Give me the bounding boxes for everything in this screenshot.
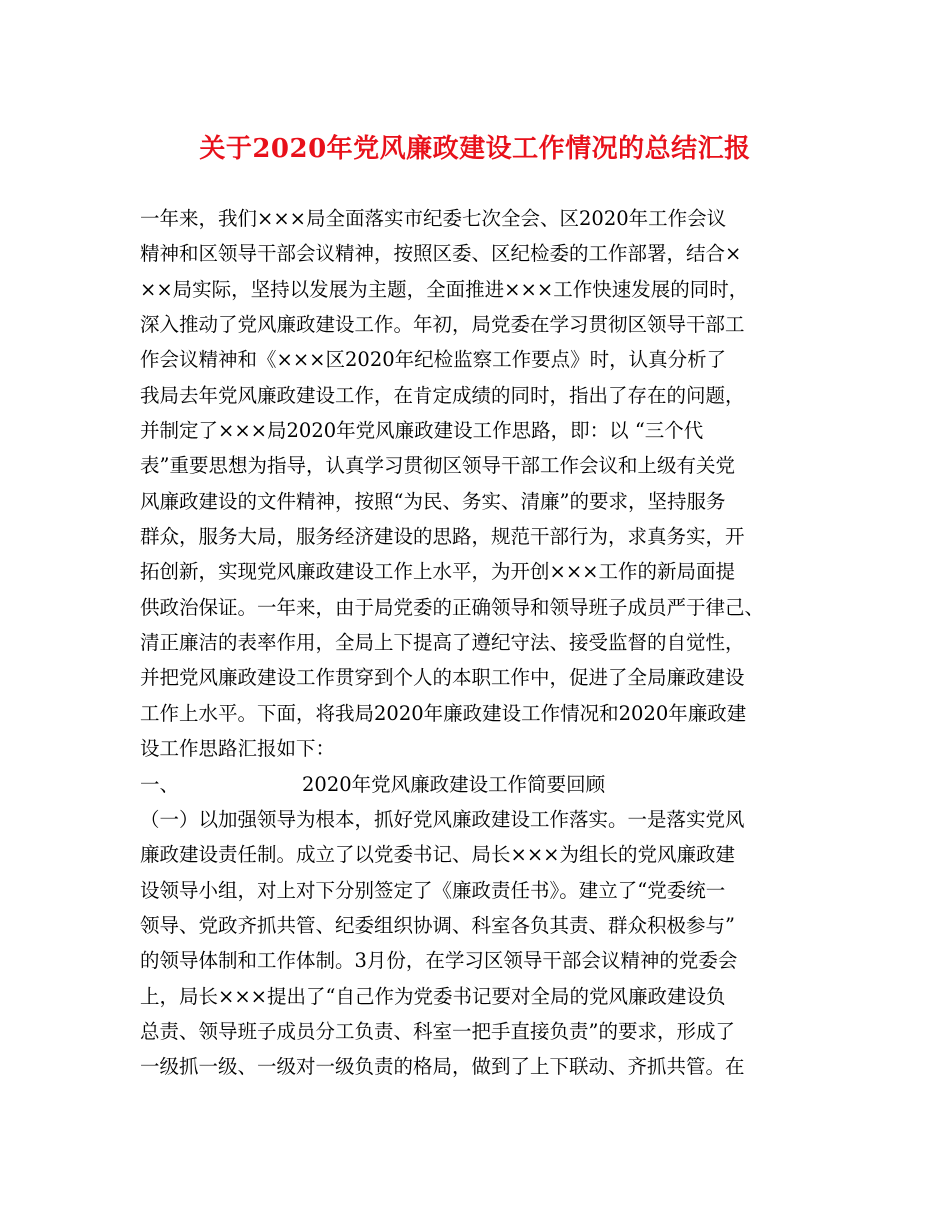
body-line: 的领导体制和工作体制。3月份，在学习区领导干部会议精神的党委会 (140, 949, 738, 973)
document-title: 关于2020年党风廉政建设工作情况的总结汇报 (199, 134, 751, 164)
body-line: （一）以加强领导为根本，抓好党风廉政建设工作落实。一是落实党风 (140, 807, 745, 831)
body-line: 群众，服务大局，服务经济建设的思路，规范干部行为，求真务实，开 (140, 525, 745, 549)
body-line: 风廉政建设的文件精神，按照“为民、务实、清廉”的要求，坚持服务 (140, 489, 726, 513)
body-line: ××局实际，坚持以发展为主题，全面推进×××工作快速发展的同时， (140, 277, 749, 301)
body-line: 总责、领导班子成员分工负责、科室一把手直接负责”的要求，形成了 (140, 1019, 735, 1043)
body-line: 深入推动了党风廉政建设工作。年初，局党委在学习贯彻区领导干部工 (140, 313, 745, 337)
body-line: 上，局长×××提出了“自己作为党委书记要对全局的党风廉政建设负 (140, 984, 726, 1008)
body-line: 作会议精神和《×××区2020年纪检监察工作要点》时，认真分析了 (140, 348, 727, 372)
section-heading (140, 767, 830, 802)
body-line: 拓创新，实现党风廉政建设工作上水平，为开创×××工作的新局面提 (140, 560, 736, 584)
body-line: 并把党风廉政建设工作贯穿到个人的本职工作中，促进了全局廉政建设 (140, 666, 745, 690)
body-line: 工作上水平。下面，将我局2020年廉政建设工作情况和2020年廉政建 (140, 701, 747, 725)
body-line: 一级抓一级、一级对一级负责的格局，做到了上下联动、齐抓共管。在 (140, 1055, 745, 1079)
body-line: 表”重要思想为指导，认真学习贯彻区领导干部工作会议和上级有关党 (140, 454, 735, 478)
body-line: 廉政建设责任制。成立了以党委书记、局长×××为组长的党风廉政建 (140, 843, 736, 867)
body-line: 并制定了×××局2020年党风廉政建设工作思路，即：以 “三个代 (140, 419, 704, 443)
section-heading-number: 一、 (140, 772, 180, 796)
section-heading-text: 2020年党风廉政建设工作简要回顾 (302, 772, 606, 796)
body-line: 设工作思路汇报如下： (140, 737, 336, 761)
body-line: 设领导小组，对上对下分别签定了《廉政责任书》。建立了“党委统一 (140, 878, 726, 902)
document-body (140, 201, 830, 1085)
body-line: 精神和区领导干部会议精神，按照区委、区纪检委的工作部署，结合× (140, 242, 742, 266)
body-line: 领导、党政齐抓共管、纪委组织协调、科室各负其责、群众积极参与” (140, 913, 735, 937)
body-line: 一年来，我们×××局全面落实市纪委七次全会、区2020年工作会议 (140, 207, 727, 230)
body-line: 我局去年党风廉政建设工作，在肯定成绩的同时，指出了存在的问题， (140, 383, 745, 407)
body-line: 清正廉洁的表率作用，全局上下提高了遵纪守法、接受监督的自觉性， (140, 631, 745, 655)
body-line: 供政治保证。一年来，由于局党委的正确领导和领导班子成员严于律己、 (140, 595, 765, 619)
